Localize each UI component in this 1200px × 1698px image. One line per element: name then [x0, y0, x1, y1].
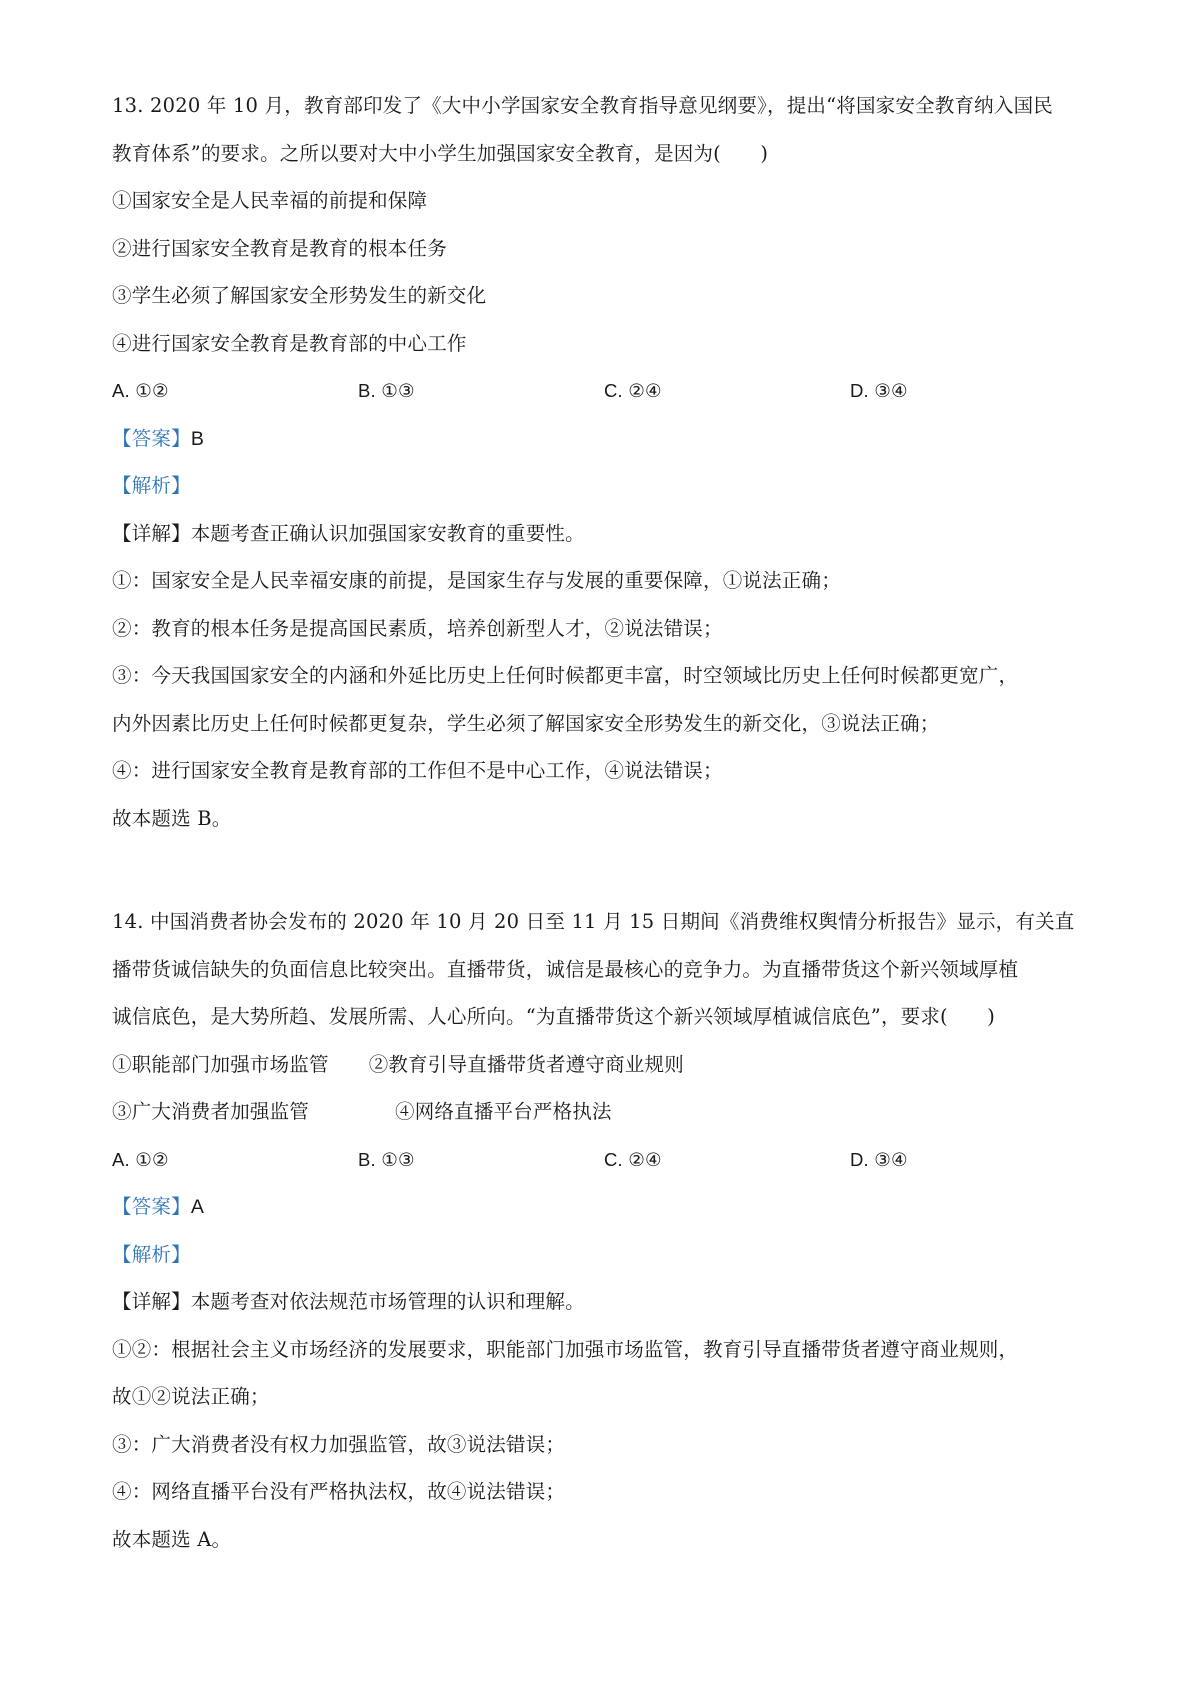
q13-item-1: ①国家安全是人民幸福的前提和保障	[112, 189, 428, 212]
q14-answer-label: 【答案】	[112, 1195, 191, 1218]
q13-detail-3: ②：教育的根本任务是提高国民素质，培养创新型人才，②说法错误；	[112, 616, 723, 640]
q13-answer	[112, 415, 1102, 463]
q13-detail-7: 故本题选 B。	[112, 806, 232, 830]
q14-detail-3: 故①②说法正确；	[112, 1385, 270, 1408]
q14-detail-4: ③：广大消费者没有权力加强监管，故③说法错误；	[112, 1432, 566, 1456]
q14-option-c: C. ②④	[604, 1148, 662, 1170]
q14-detail-1: 【详解】本题考查对依法规范市场管理的认识和理解。	[112, 1290, 585, 1313]
q13-answer-value: B	[190, 427, 205, 450]
q13-detail-2: ①：国家安全是人民幸福安康的前提，是国家生存与发展的重要保障，①说法正确；	[112, 569, 841, 592]
q13-analysis-label: 【解析】	[112, 474, 191, 497]
q13-detail-1: 【详解】本题考查正确认识加强国家安教育的重要性。	[112, 521, 585, 545]
q13-item-2: ②进行国家安全教育是教育的根本任务	[112, 236, 447, 260]
q14-answer	[112, 1183, 1102, 1231]
q14-item-1: ①职能部门加强市场监管	[112, 1052, 329, 1076]
q13-item-4: ④进行国家安全教育是教育部的中心工作	[112, 331, 467, 355]
q13-option-b: B. ①③	[358, 380, 415, 401]
question-13	[112, 82, 1102, 842]
q13-options	[112, 367, 1102, 415]
q14-stem-line-1: 14. 中国消费者协会发布的 2020 年 10 月 20 日至 11 月 15 日期间《消费维权舆情分析报告》显示，有关直	[112, 910, 1075, 933]
q14-detail-2: ①②：根据社会主义市场经济的发展要求，职能部门加强市场监管，教育引导直播带货者遵守商业规则，	[112, 1337, 1019, 1361]
q14-item-2: ②教育引导直播带货者遵守商业规则	[368, 1052, 684, 1076]
q14-option-d: D. ③④	[850, 1148, 908, 1170]
q13-answer-label: 【答案】	[112, 426, 191, 450]
q14-item-3: ③广大消费者加强监管	[112, 1100, 310, 1123]
q14-answer-value: A	[190, 1196, 205, 1218]
q14-option-b: B. ①③	[358, 1148, 415, 1170]
q13-item-3: ③学生必须了解国家安全形势发生的新交化	[112, 284, 487, 307]
question-14	[112, 898, 1102, 1563]
q14-items-row-2	[112, 1088, 1102, 1136]
q13-option-a: A. ①②	[112, 380, 169, 401]
q14-stem-line-3: 诚信底色，是大势所趋、发展所需、人心所向。“为直播带货这个新兴领域厚植诚信底色”，要求( )	[112, 1005, 996, 1028]
q14-detail-5: ④：网络直播平台没有严格执法权，故④说法错误；	[112, 1480, 566, 1503]
q14-items-row-1	[112, 1041, 1102, 1089]
q13-detail-6: ④：进行国家安全教育是教育部的工作但不是中心工作，④说法错误；	[112, 759, 723, 782]
q13-option-d: D. ③④	[850, 380, 908, 401]
q13-detail-5: 内外因素比历史上任何时候都更复杂，学生必须了解国家安全形势发生的新交化，③说法正确；	[112, 711, 940, 735]
q14-options	[112, 1136, 1102, 1184]
q14-option-a: A. ①②	[112, 1148, 169, 1170]
q14-analysis-label: 【解析】	[112, 1242, 191, 1266]
q14-item-4: ④网络直播平台严格执法	[395, 1100, 612, 1123]
q13-option-c: C. ②④	[604, 380, 662, 401]
q13-stem-line-2: 教育体系”的要求。之所以要对大中小学生加强国家安全教育，是因为( )	[112, 141, 769, 165]
q13-stem-line-1: 13. 2020 年 10 月，教育部印发了《大中小学国家安全教育指导意见纲要》，提出“将国家安全教育纳入国民	[112, 94, 1053, 117]
q14-detail-6: 故本题选 A。	[112, 1527, 232, 1551]
q13-detail-4: ③：今天我国国家安全的内涵和外延比历史上任何时候都更丰富，时空领域比历史上任何时候都更宽广，	[112, 664, 1019, 687]
q14-stem-line-2: 播带货诚信缺失的负面信息比较突出。直播带货，诚信是最核心的竞争力。为直播带货这个新兴领域厚植	[112, 957, 1019, 981]
